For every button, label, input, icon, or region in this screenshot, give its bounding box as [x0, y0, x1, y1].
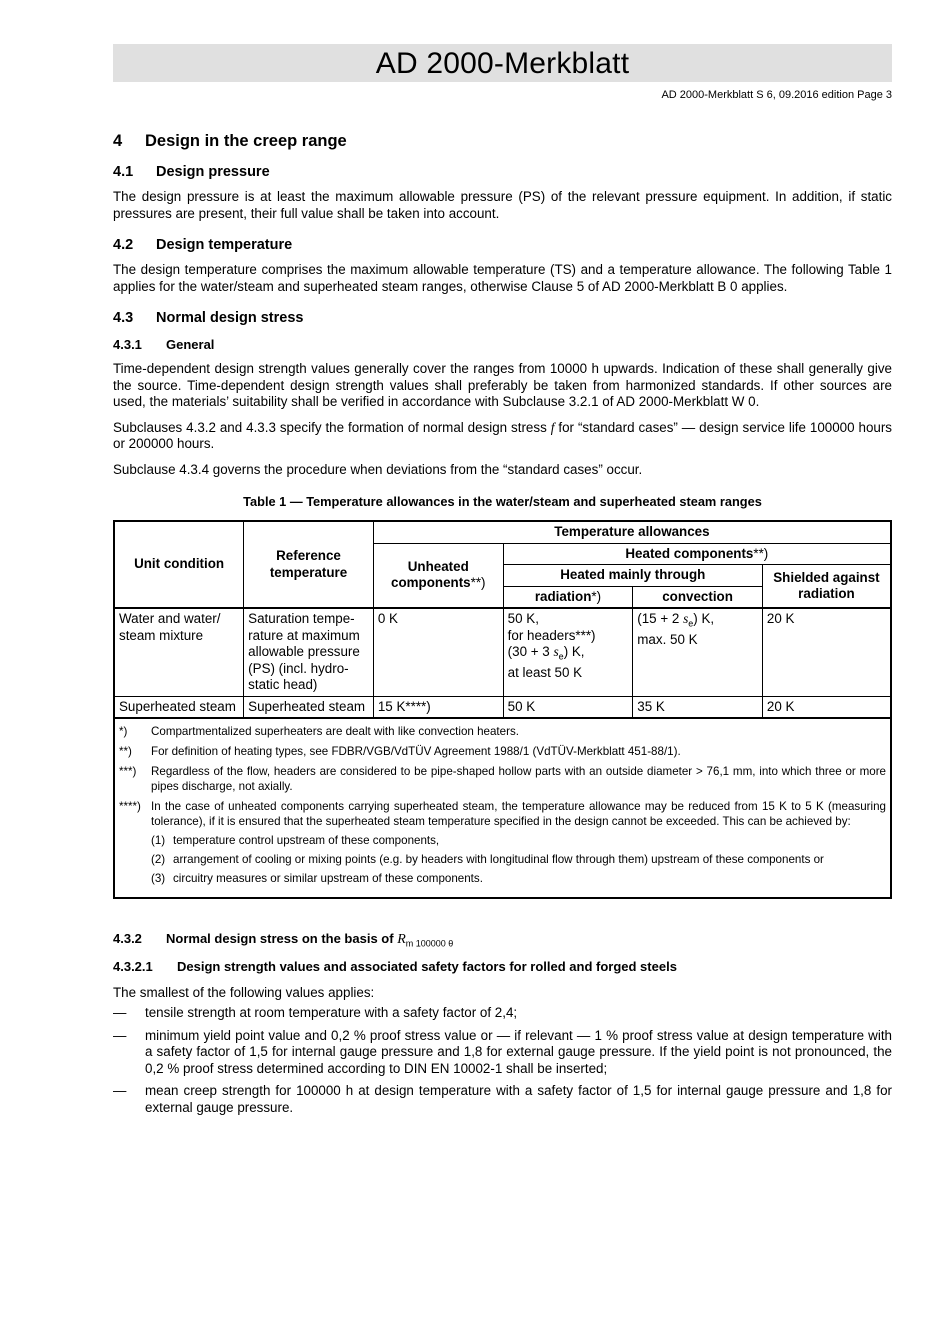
list-item [113, 1083, 892, 1116]
header-unit-condition: Unit condition [114, 521, 244, 608]
section-number: 4.3.2 [113, 931, 142, 946]
footnote [119, 799, 886, 886]
footnote-mark: ****) [119, 800, 141, 813]
header-radiation [503, 586, 633, 608]
requirements-list [113, 1005, 892, 1116]
section-title: Design strength values and associated safety factors for rolled and forged steels [177, 958, 677, 974]
cell-reference-temperature: Superheated steam [244, 696, 374, 718]
section-4-3-2-heading [113, 931, 892, 949]
formula-part: (30 + 3 [507, 644, 550, 659]
header-convection: convection [633, 586, 763, 608]
table-footnotes [113, 719, 892, 899]
list-item-text: minimum yield point value and 0,2 % proof stress value or — if relevant — 1 % proof stress value at design temperature with a safety factor of 1,5 for internal gauge pressure and 1,8 for external gauge pressure. If the yield point is not pronounced, the 0,2 % proof stress determined according to DIN EN 10002-1 shall be inserted; [145, 1027, 892, 1076]
cell-unheated: 15 K****) [373, 696, 503, 718]
subitem-mark: (2) [151, 853, 166, 866]
footnote-mark: *) [591, 588, 602, 604]
section-4-2-body: The design temperature comprises the maximum allowable temperature (TS) and a temperature allowance. The following Table 1 applies for the water/steam and superheated steam ranges, otherwise Clause 5 of AD 2000-Merkblatt B 0 applies. [113, 262, 892, 294]
subitem-text: temperature control upstream of these components, [173, 834, 440, 847]
cell-convection: 35 K [633, 696, 763, 718]
formula-subscript: e [688, 618, 694, 629]
table-row [114, 696, 891, 718]
dash-bullet: — [113, 1083, 127, 1099]
section-4-2-heading [113, 237, 892, 253]
formula-symbol: s [683, 611, 689, 626]
symbol-subscript: m 100000 θ [405, 938, 454, 949]
temperature-allowance-table [113, 520, 892, 719]
formula-part: ) K, [563, 644, 585, 659]
footnote-mark: **) [470, 575, 486, 591]
list-item-text: tensile strength at room temperature with a safety factor of 2,4; [145, 1005, 518, 1021]
para-text: for “standard cases” — design service life 100000 hours or 200000 hours. [113, 419, 892, 451]
section-title: Design temperature [156, 237, 293, 253]
section-number: 4 [113, 132, 123, 150]
list-item [113, 1005, 892, 1022]
footnote-subitem [151, 852, 886, 867]
cell-shielded: 20 K [762, 608, 891, 696]
footnote [119, 744, 886, 759]
cell-radiation [503, 608, 633, 696]
header-shielded-against-radiation: Shielded against radiation [762, 565, 891, 609]
subitem-mark: (3) [151, 872, 166, 885]
footnote-mark: *) [119, 725, 128, 738]
document-page [113, 44, 892, 1122]
section-4-3-2-1-heading [113, 959, 892, 974]
section-number: 4.1 [113, 164, 134, 180]
section-title: Design pressure [156, 164, 270, 180]
section-4-3-1-heading [113, 337, 892, 352]
cell-shielded: 20 K [762, 696, 891, 718]
design-stress-symbol: f [550, 419, 555, 435]
para-text: Subclauses 4.3.2 and 4.3.3 specify the formation of normal design stress [113, 419, 547, 435]
banner-title: AD 2000-Merkblatt [375, 47, 630, 80]
section-4-3-1-para-3: Subclause 4.3.4 governs the procedure when deviations from the “standard cases” occur. [113, 461, 643, 477]
header-text: Heated components [625, 545, 754, 561]
section-number: 4.3.2.1 [113, 958, 153, 974]
section-4-3-1-para-1: Time-dependent design strength values generally cover the ranges from 10000 h upwards. Indication of these shall generally give the source. Time-dependent design strength values shall preferably be taken from harmonized standards. If other sources are used, the materials’ suitability shall be verified in accordance with Subclause 3.2.1 of AD 2000-Merkblatt W 0. [113, 361, 892, 409]
footnote-text: Compartmentalized superheaters are dealt with like convection heaters. [151, 725, 519, 738]
creep-strength-symbol: R [397, 932, 406, 947]
footnote-text: Regardless of the flow, headers are considered to be pipe-shaped hollow parts with an outside diameter > 76,1 mm, into which three or more pipes discharge, not axially. [151, 765, 886, 793]
footnote-text: For definition of heating types, see FDBR/VGB/VdTÜV Agreement 1988/1 (VdTÜV-Merkblatt 451-88/1). [151, 745, 681, 758]
footnote [119, 724, 886, 739]
header-heated-mainly-through: Heated mainly through [503, 565, 762, 587]
section-4-1-body: The design pressure is at least the maximum allowable pressure (PS) of the relevant pressure equipment. In addition, if static pressures are present, their full value shall be taken into account. [113, 189, 892, 221]
section-title: Normal design stress [156, 310, 304, 326]
header-text: radiation [534, 588, 592, 604]
subitem-text: arrangement of cooling or mixing points (e.g. by headers with longitudinal flow through them) upstream of these components or [173, 853, 824, 866]
cell-line [508, 644, 629, 665]
footnote-subitem [151, 871, 886, 886]
cell-line: max. 50 K [637, 632, 698, 648]
formula-part: (15 + 2 [637, 611, 680, 626]
subitem-text: circuitry measures or similar upstream of these components. [173, 872, 483, 885]
section-number: 4.2 [113, 237, 134, 253]
cell-unit-condition: Superheated steam [114, 696, 244, 718]
list-item [113, 1028, 892, 1078]
cell-unit-condition: Water and water/ steam mixture [114, 608, 244, 696]
footnote-text: In the case of unheated components carrying superheated steam, the temperature allowance may be reduced from 15 K to 5 K (measuring tolerance), if it is ensured that the superheated steam temperature specified in the design cannot be exceeded. This can be achieved by: [151, 800, 886, 828]
formula-part: ) K, [693, 611, 715, 626]
section-title: Normal design stress on the basis of [166, 931, 394, 946]
cell-line: for headers***) [507, 627, 596, 643]
header-temperature-allowances: Temperature allowances [373, 521, 891, 543]
table-row [114, 608, 891, 696]
cell-unheated: 0 K [373, 608, 503, 696]
footnote-subitem [151, 833, 886, 848]
edition-line: AD 2000-Merkblatt S 6, 09.2016 edition Page 3 [661, 89, 892, 101]
table-caption: Table 1 — Temperature allowances in the water/steam and superheated steam ranges [243, 494, 762, 509]
footnote [119, 764, 886, 794]
footnote-mark: **) [119, 745, 132, 758]
section-title: Design in the creep range [145, 132, 347, 150]
section-number: 4.3.1 [113, 337, 142, 352]
cell-convection [633, 608, 763, 696]
header-unheated-components [373, 543, 503, 608]
footnote-mark: ***) [119, 765, 137, 778]
list-item-text: mean creep strength for 100000 h at design temperature with a safety factor of 1,5 for internal gauge pressure and 1,8 for external gauge pressure. [145, 1083, 892, 1115]
footnote-body [151, 799, 886, 886]
section-4-heading [113, 132, 892, 151]
cell-radiation: 50 K [503, 696, 633, 718]
subitem-mark: (1) [151, 834, 166, 847]
cell-line: 50 K, [507, 611, 539, 626]
footnote-mark: **) [753, 545, 769, 561]
cell-line [637, 611, 758, 632]
section-4-3-heading [113, 310, 892, 326]
dash-bullet: — [113, 1005, 127, 1021]
list-intro: The smallest of the following values applies: [113, 984, 375, 1000]
section-4-3-1-para-2 [113, 420, 892, 453]
section-title: General [166, 337, 215, 352]
header-heated-components [503, 543, 891, 565]
dash-bullet: — [113, 1027, 127, 1043]
formula-subscript: e [558, 651, 564, 662]
section-number: 4.3 [113, 310, 134, 326]
header-text: Unheated components [391, 558, 471, 591]
formula-symbol: s [553, 644, 559, 659]
header-reference-temperature: Reference temperature [244, 521, 374, 608]
section-4-1-heading [113, 164, 892, 180]
document-banner [113, 44, 892, 82]
cell-line: at least 50 K [507, 665, 583, 681]
cell-reference-temperature: Saturation tempe-rature at maximum allowable pressure (PS) (incl. hydro-static head) [244, 608, 374, 696]
